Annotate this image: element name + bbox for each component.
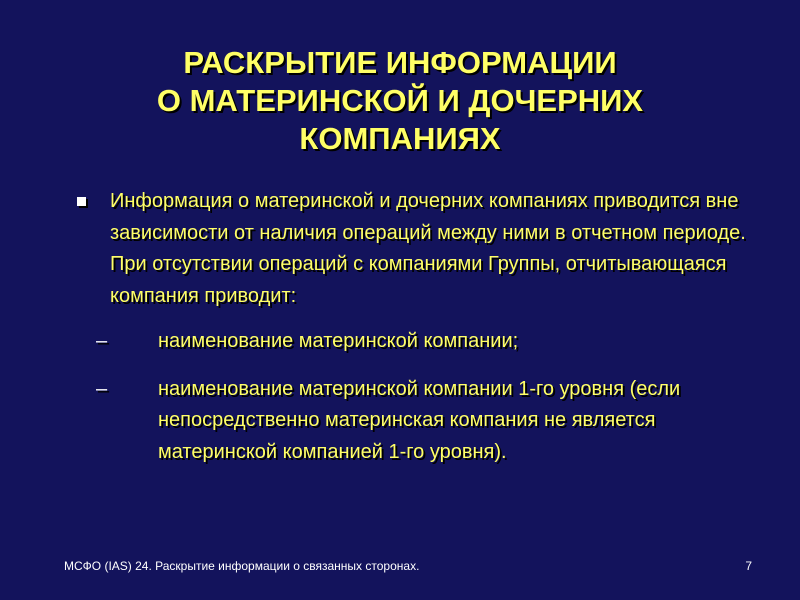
sub-item-text: наименование материнской компании 1-го уровня (если непосредственно материнская компания не является материнской компанией 1-го уровня).	[158, 377, 681, 463]
bullet-item	[72, 186, 752, 312]
bullet-text: Информация о материнской и дочерних компаниях приводится вне зависимости от наличия операций между ними в отчетном периоде. При отсутствии операций с компаниями Группы, отчитывающаяся компания приводит:	[110, 190, 746, 307]
slide-content	[72, 186, 752, 484]
sub-item	[72, 326, 752, 358]
sub-item-text: наименование материнской компании;	[158, 330, 519, 352]
square-bullet-icon	[77, 197, 86, 206]
dash-marker: –	[96, 330, 108, 352]
sub-list	[72, 326, 752, 468]
dash-marker: –	[96, 377, 108, 400]
title-line-2: О МАТЕРИНСКОЙ И ДОЧЕРНИХ	[156, 83, 644, 118]
sub-item	[72, 374, 752, 469]
page-number: 7	[745, 559, 752, 573]
slide-footer: МСФО (IAS) 24. Раскрытие информации о связанных сторонах.	[64, 559, 420, 573]
title-line-3: КОМПАНИЯХ	[299, 121, 501, 156]
title-line-1: РАСКРЫТИЕ ИНФОРМАЦИИ	[183, 45, 617, 80]
slide-title	[40, 44, 760, 158]
